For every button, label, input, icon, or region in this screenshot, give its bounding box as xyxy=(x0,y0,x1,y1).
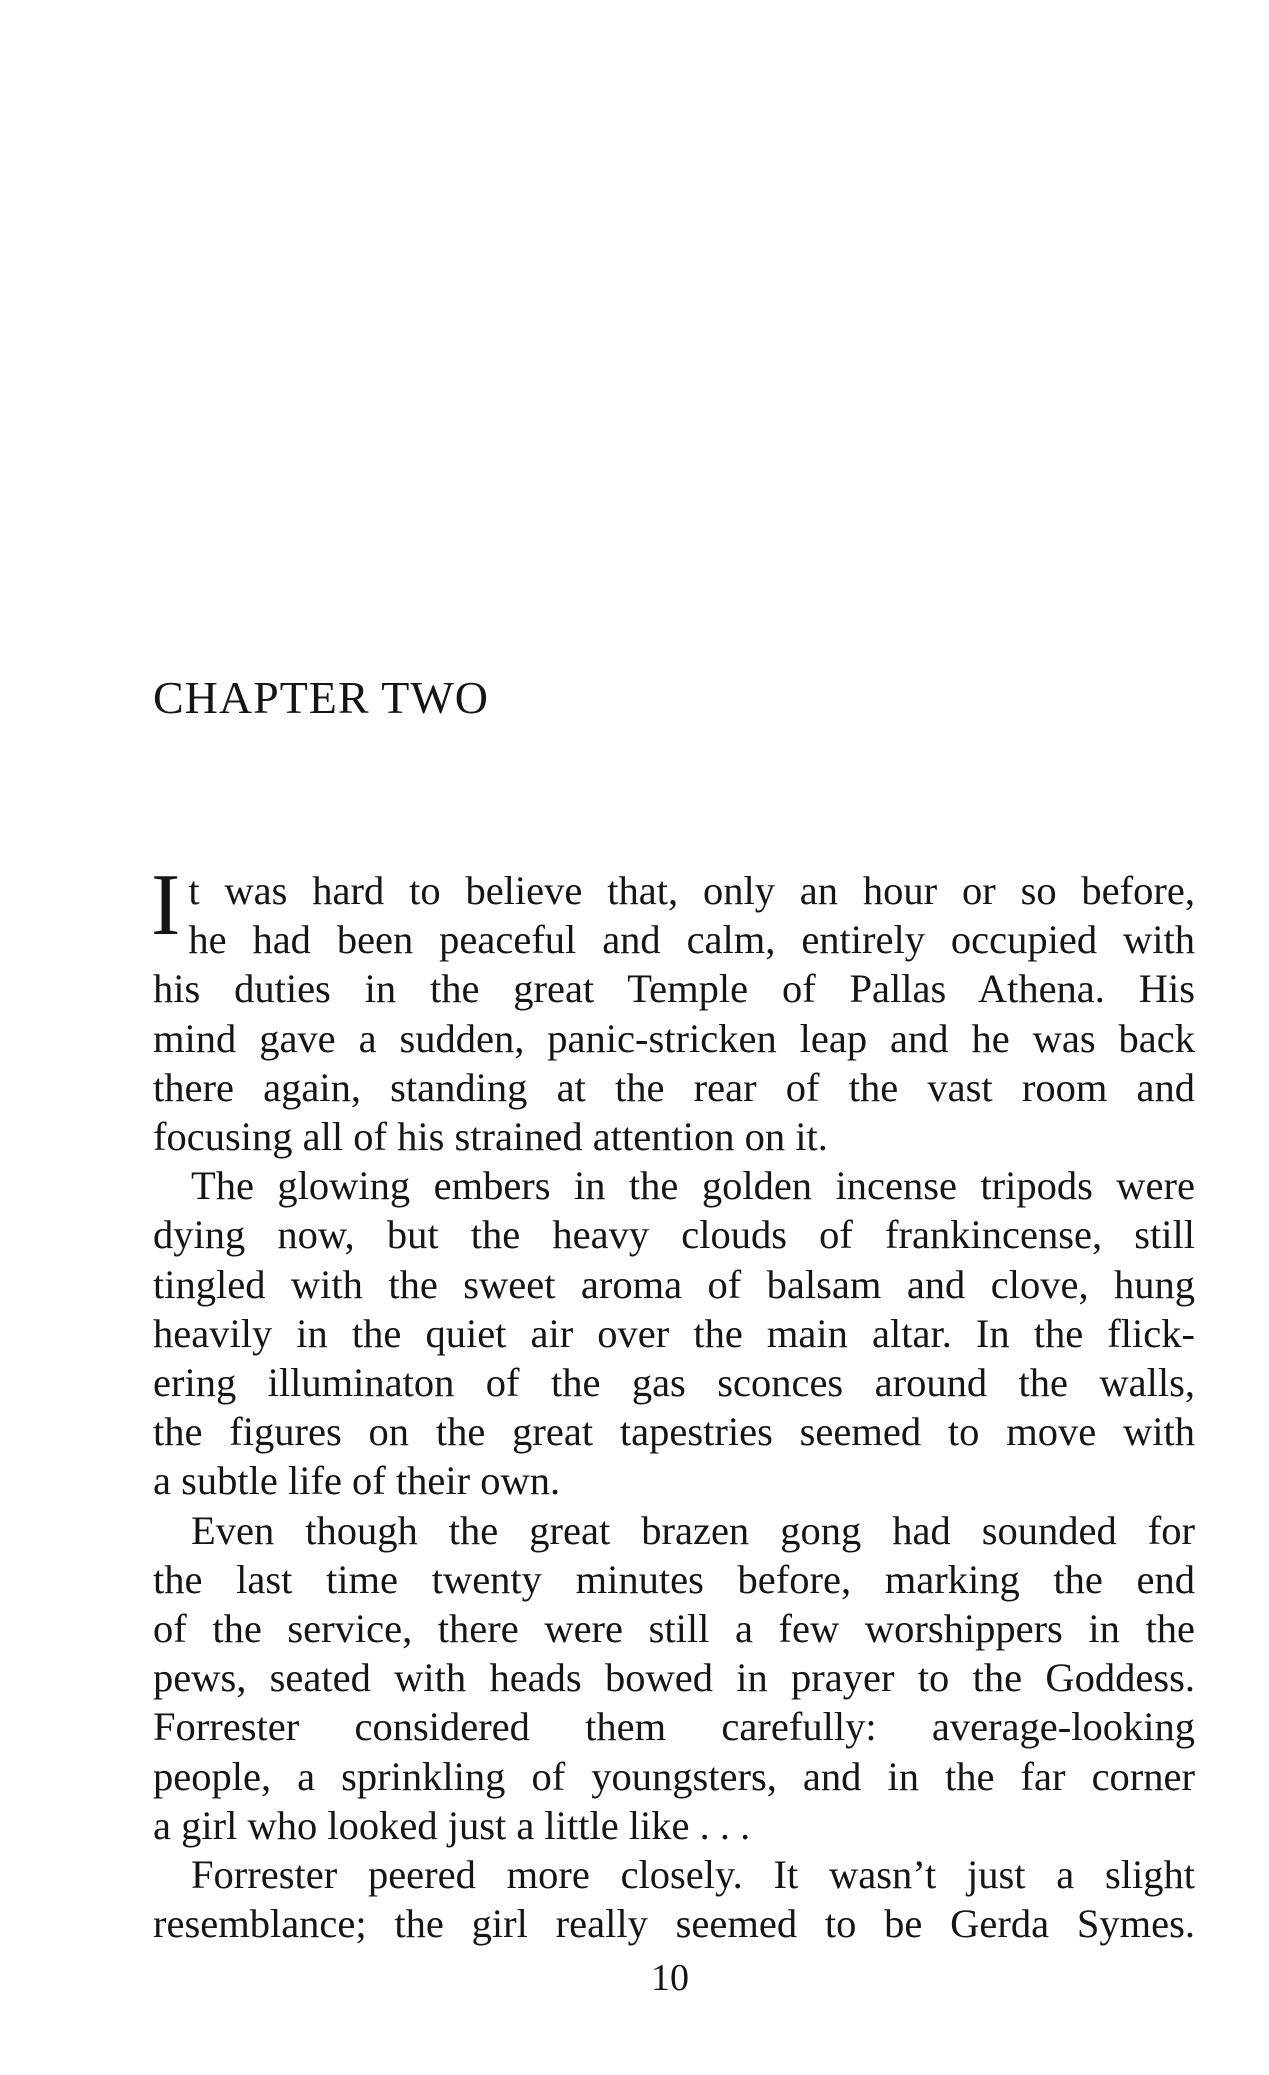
text-line: tingled with the sweet aroma of balsam and clove, hung xyxy=(153,1261,1195,1307)
paragraph-3 xyxy=(153,1506,1195,1850)
text-line: resemblance; the girl really seemed to be Gerda Symes. xyxy=(153,1901,1195,1947)
text-line: Even though the great brazen gong had sounded for xyxy=(191,1507,1195,1553)
text-line: mind gave a sudden, panic-stricken leap and he was back xyxy=(153,1015,1195,1061)
text-line: his duties in the great Temple of Pallas Athena. His xyxy=(153,966,1195,1012)
text-line: heavily in the quiet air over the main altar. In the flick- xyxy=(153,1310,1195,1356)
text-line: focusing all of his strained attention on it. xyxy=(153,1114,828,1160)
chapter-heading: CHAPTER TWO xyxy=(153,672,489,723)
text-line: Forrester considered them carefully: average-looking xyxy=(153,1704,1195,1750)
drop-cap: I xyxy=(151,857,181,954)
paragraph-2 xyxy=(153,1161,1195,1505)
text-line: the figures on the great tapestries seemed to move with xyxy=(153,1409,1195,1455)
chapter-body xyxy=(151,857,1195,1948)
paragraph-1 xyxy=(151,857,1195,1161)
text-line: he had been peaceful and calm, entirely occupied with xyxy=(188,917,1195,963)
paragraph-4 xyxy=(153,1850,1195,1948)
page-number: 10 xyxy=(651,1957,689,1999)
text-line: The glowing embers in the golden incense tripods were xyxy=(191,1163,1195,1209)
text-line: ering illuminaton of the gas sconces around the walls, xyxy=(153,1360,1195,1406)
text-line: the last time twenty minutes before, marking the end xyxy=(153,1556,1195,1602)
text-line: of the service, there were still a few worshippers in the xyxy=(153,1606,1195,1652)
text-line: a subtle life of their own. xyxy=(153,1458,561,1504)
text-line: Forrester peered more closely. It wasn’t just a slight xyxy=(191,1852,1195,1898)
text-line: dying now, but the heavy clouds of frankincense, still xyxy=(153,1212,1195,1258)
text-line: a girl who looked just a little like . . . xyxy=(153,1802,751,1848)
text-line: there again, standing at the rear of the vast room and xyxy=(153,1064,1195,1110)
text-line: pews, seated with heads bowed in prayer to the Goddess. xyxy=(153,1655,1195,1701)
text-line: t was hard to believe that, only an hour or so before, xyxy=(188,868,1195,913)
text-line: people, a sprinkling of youngsters, and in the far corner xyxy=(153,1753,1195,1799)
